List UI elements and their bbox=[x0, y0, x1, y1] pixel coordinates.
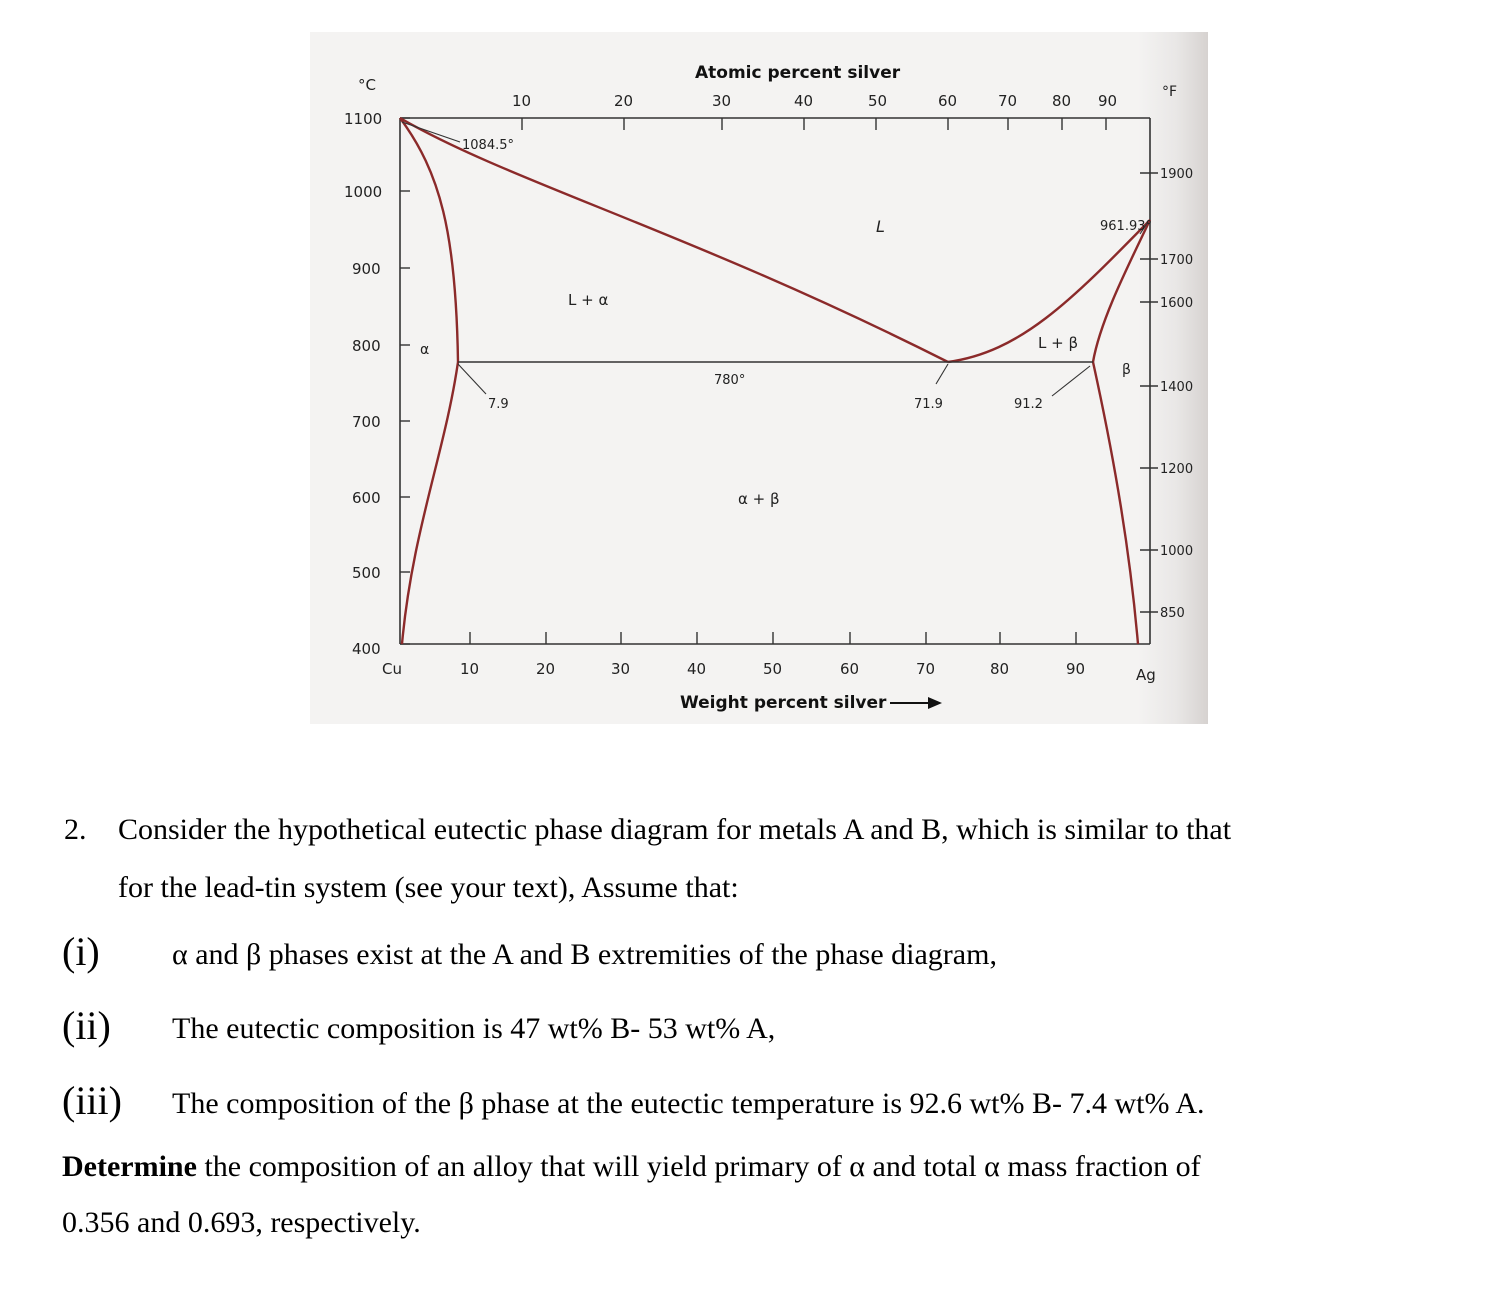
item-label: (iii) bbox=[62, 1078, 122, 1123]
liquidus-cu-side bbox=[400, 118, 948, 362]
bottom-tick-label: 30 bbox=[611, 660, 631, 678]
alpha-composition-label: 7.9 bbox=[488, 397, 509, 412]
bottom-tick-label: 60 bbox=[840, 660, 860, 678]
right-tick-label: 850 bbox=[1160, 606, 1185, 621]
bottom-tick-label: Ag bbox=[1136, 666, 1156, 684]
top-tick-label: 40 bbox=[794, 92, 814, 110]
top-tick-label: 80 bbox=[1052, 92, 1072, 110]
bottom-tick-label: 90 bbox=[1066, 660, 1086, 678]
item-label: (ii) bbox=[62, 1003, 111, 1048]
left-tick-label: 1000 bbox=[344, 183, 383, 201]
solidus-alpha bbox=[400, 118, 458, 362]
left-tick-label: 700 bbox=[352, 413, 381, 431]
determine-line-2: 0.356 and 0.693, respectively. bbox=[62, 1206, 421, 1239]
ag-melting-point-label: 961.93° bbox=[1100, 219, 1152, 234]
problem-intro-line-2: for the lead-tin system (see your text), Assume that: bbox=[118, 871, 739, 904]
cu-melting-point-label: 1084.5° bbox=[462, 138, 514, 153]
top-tick-label: 50 bbox=[868, 92, 888, 110]
phase-boundaries bbox=[400, 118, 1150, 644]
item-text: The composition of the β phase at the eutectic temperature is 92.6 wt% B- 7.4 wt% A. bbox=[172, 1087, 1205, 1120]
right-tick-label: 1900 bbox=[1160, 167, 1194, 182]
top-tick-marks bbox=[522, 118, 1106, 130]
item-text: α and β phases exist at the A and B extremities of the phase diagram, bbox=[172, 938, 997, 971]
phase-diagram-figure bbox=[310, 32, 1208, 724]
right-tick-label: 1000 bbox=[1160, 544, 1194, 559]
right-tick-label: 1200 bbox=[1160, 462, 1194, 477]
bottom-tick-label: 40 bbox=[687, 660, 707, 678]
solidus-beta bbox=[1093, 220, 1150, 362]
left-tick-label: 800 bbox=[352, 337, 381, 355]
fahrenheit-unit: °F bbox=[1162, 84, 1178, 100]
bottom-tick-marks bbox=[470, 632, 1076, 644]
top-tick-label: 90 bbox=[1098, 92, 1118, 110]
top-tick-label: 10 bbox=[512, 92, 532, 110]
top-axis-title: Atomic percent silver bbox=[695, 63, 901, 83]
top-tick-label: 30 bbox=[712, 92, 732, 110]
beta-composition-label: 91.2 bbox=[1014, 397, 1043, 412]
solvus-alpha bbox=[402, 362, 458, 644]
top-tick-label: 60 bbox=[938, 92, 958, 110]
right-tick-marks bbox=[1140, 173, 1158, 612]
eutectic-temperature-label: 780° bbox=[714, 373, 746, 388]
bottom-tick-label: 20 bbox=[536, 660, 556, 678]
right-tick-label: 1400 bbox=[1160, 380, 1194, 395]
arrow-right-icon bbox=[890, 697, 942, 709]
right-tick-label: 1700 bbox=[1160, 253, 1194, 268]
bottom-axis-title: Weight percent silver bbox=[680, 693, 887, 713]
left-tick-label: 400 bbox=[352, 640, 381, 658]
item-text: The eutectic composition is 47 wt% B- 53 wt% A, bbox=[172, 1012, 776, 1045]
bottom-tick-label: 10 bbox=[460, 660, 480, 678]
l-plus-beta-label: L + β bbox=[1038, 334, 1079, 352]
top-tick-label: 20 bbox=[614, 92, 634, 110]
determine-keyword: Determine bbox=[62, 1150, 197, 1183]
alpha-region-label: α bbox=[420, 342, 430, 358]
bottom-tick-label: 70 bbox=[916, 660, 936, 678]
solvus-beta bbox=[1093, 362, 1138, 644]
liquid-region-label: L bbox=[876, 217, 885, 236]
cu-ag-phase-diagram bbox=[310, 32, 1208, 724]
alpha-plus-beta-label: α + β bbox=[738, 490, 780, 508]
item-label: (i) bbox=[62, 929, 100, 974]
bottom-tick-label: 80 bbox=[990, 660, 1010, 678]
beta-region-label: β bbox=[1122, 362, 1131, 378]
eutectic-composition-label: 71.9 bbox=[914, 397, 943, 412]
problem-intro-line-1: Consider the hypothetical eutectic phase diagram for metals A and B, which is similar to that bbox=[118, 813, 1232, 846]
top-tick-label: 70 bbox=[998, 92, 1018, 110]
bottom-tick-label: 50 bbox=[763, 660, 783, 678]
celsius-unit: °C bbox=[358, 76, 376, 94]
l-plus-alpha-label: L + α bbox=[568, 291, 609, 309]
right-tick-label: 1600 bbox=[1160, 296, 1194, 311]
left-tick-label: 500 bbox=[352, 564, 381, 582]
determine-text: the composition of an alloy that will yield primary of α and total α mass fraction of bbox=[196, 1150, 1201, 1183]
leader-lines bbox=[402, 122, 1148, 396]
problem-number: 2. bbox=[64, 813, 87, 846]
left-tick-label: 1100 bbox=[344, 110, 383, 128]
left-tick-label: 900 bbox=[352, 260, 381, 278]
determine-line bbox=[62, 1149, 1201, 1185]
left-tick-label: 600 bbox=[352, 489, 381, 507]
bottom-tick-label: Cu bbox=[382, 660, 402, 678]
left-tick-marks bbox=[400, 118, 410, 644]
